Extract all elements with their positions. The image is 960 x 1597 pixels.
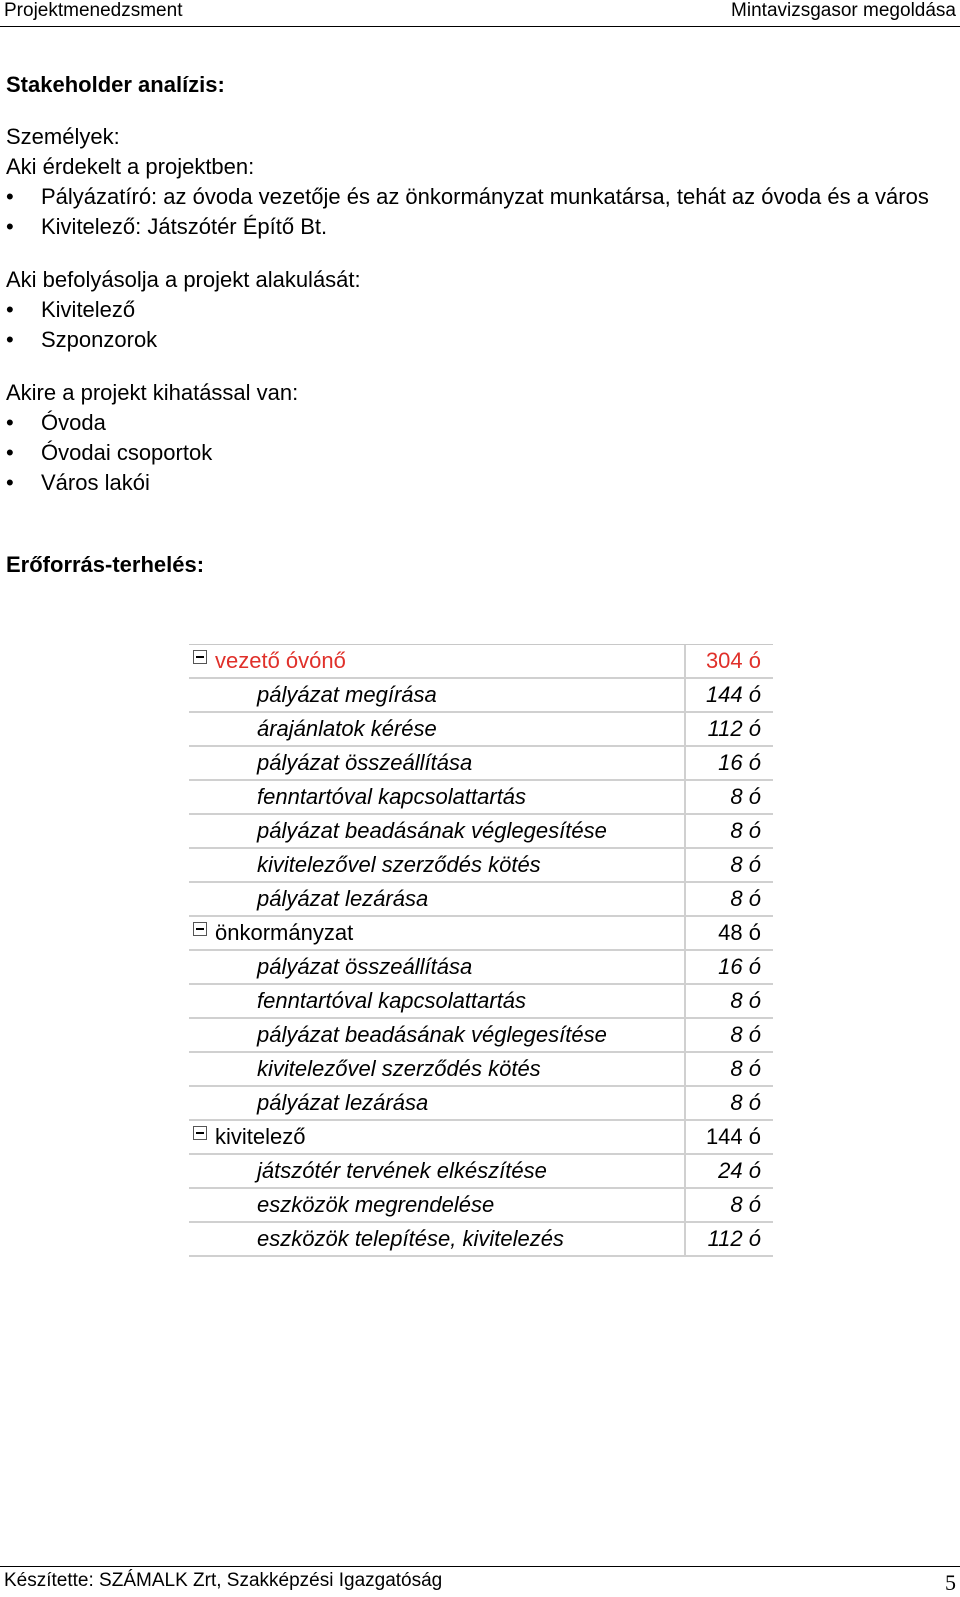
resource-name: önkormányzat: [215, 920, 354, 945]
stakeholder-heading: Stakeholder analízis:: [6, 72, 225, 97]
task-name: pályázat összeállítása: [189, 951, 686, 983]
task-name: árajánlatok kérése: [189, 713, 686, 745]
task-name: pályázat lezárása: [189, 883, 686, 915]
list-item: • Óvodai csoportok: [6, 438, 951, 468]
resource-total: 144 ó: [705, 1124, 761, 1149]
task-row: [189, 1155, 773, 1189]
header-subtitle: Mintavizsgasor megoldása: [731, 0, 956, 21]
task-hours: 8 ó: [730, 1056, 761, 1081]
list-item: • Kivitelező: [6, 295, 951, 325]
task-row: [189, 1019, 773, 1053]
resource-total: 48 ó: [718, 920, 761, 945]
task-name: játszótér tervének elkészítése: [189, 1155, 686, 1187]
resource-name: vezető óvónő: [215, 648, 346, 673]
resource-group-row: [189, 917, 773, 951]
list-item: • Pályázatíró: az óvoda vezetője és az önkormányzat munkatársa, tehát az óvoda és a város: [6, 182, 951, 212]
task-name: fenntartóval kapcsolattartás: [189, 985, 686, 1017]
task-hours: 16 ó: [718, 750, 761, 775]
resource-group-row: [189, 645, 773, 679]
task-hours: 8 ó: [730, 1022, 761, 1047]
task-row: [189, 849, 773, 883]
task-name: kivitelezővel szerződés kötés: [189, 1053, 686, 1085]
task-hours: 16 ó: [718, 954, 761, 979]
task-row: [189, 747, 773, 781]
task-row: [189, 951, 773, 985]
task-name: pályázat lezárása: [189, 1087, 686, 1119]
interested-label: Aki érdekelt a projektben:: [6, 154, 255, 179]
header-title: Projektmenedzsment: [4, 0, 183, 21]
resource-name-cell: [189, 645, 686, 677]
task-name: eszközök megrendelése: [189, 1189, 686, 1221]
task-row: [189, 1189, 773, 1223]
task-row: [189, 781, 773, 815]
resource-group-row: [189, 1121, 773, 1155]
resource-usage-table: [189, 644, 773, 1257]
collapse-icon[interactable]: [193, 1126, 207, 1140]
task-row: [189, 713, 773, 747]
influence-label: Aki befolyásolja a projekt alakulását:: [6, 267, 361, 292]
task-hours: 8 ó: [730, 784, 761, 809]
resource-total: 304 ó: [705, 648, 761, 673]
task-row: [189, 1053, 773, 1087]
task-hours: 8 ó: [730, 988, 761, 1013]
task-name: pályázat összeállítása: [189, 747, 686, 779]
task-hours: 8 ó: [730, 886, 761, 911]
persons-label: Személyek:: [6, 124, 120, 149]
task-row: [189, 679, 773, 713]
list-item: • Óvoda: [6, 408, 951, 438]
task-hours: 112 ó: [707, 1226, 761, 1251]
affected-label: Akire a projekt kihatással van:: [6, 380, 299, 405]
resource-name-cell: [189, 917, 686, 949]
task-hours: 8 ó: [730, 818, 761, 843]
task-row: [189, 1223, 773, 1257]
collapse-icon[interactable]: [193, 922, 207, 936]
task-name: pályázat megírása: [189, 679, 686, 711]
resource-name: kivitelező: [215, 1124, 306, 1149]
task-name: pályázat beadásának véglegesítése: [189, 1019, 686, 1051]
task-hours: 8 ó: [730, 1192, 761, 1217]
page-number: 5: [945, 1570, 956, 1595]
task-hours: 8 ó: [730, 852, 761, 877]
task-name: kivitelezővel szerződés kötés: [189, 849, 686, 881]
task-hours: 8 ó: [730, 1090, 761, 1115]
task-hours: 112 ó: [707, 716, 761, 741]
collapse-icon[interactable]: [193, 650, 207, 664]
task-row: [189, 1087, 773, 1121]
list-item: • Szponzorok: [6, 325, 951, 355]
task-name: fenntartóval kapcsolattartás: [189, 781, 686, 813]
task-row: [189, 815, 773, 849]
task-hours: 24 ó: [718, 1158, 761, 1183]
page-footer: [0, 1566, 960, 1597]
footer-author: Készítette: SZÁMALK Zrt, Szakképzési Igazgatóság: [4, 1570, 443, 1591]
page-header: [0, 0, 960, 27]
affected-list: [6, 408, 951, 498]
influence-list: [6, 295, 951, 355]
resource-heading: Erőforrás-terhelés:: [6, 552, 205, 577]
task-hours: 144 ó: [705, 682, 761, 707]
list-item: • Város lakói: [6, 468, 951, 498]
task-name: pályázat beadásának véglegesítése: [189, 815, 686, 847]
task-row: [189, 985, 773, 1019]
resource-name-cell: [189, 1121, 686, 1153]
task-row: [189, 883, 773, 917]
interested-list: [6, 182, 951, 242]
document-body: [6, 70, 951, 580]
list-item: • Kivitelező: Játszótér Építő Bt.: [6, 212, 951, 242]
task-name: eszközök telepítése, kivitelezés: [189, 1223, 686, 1255]
